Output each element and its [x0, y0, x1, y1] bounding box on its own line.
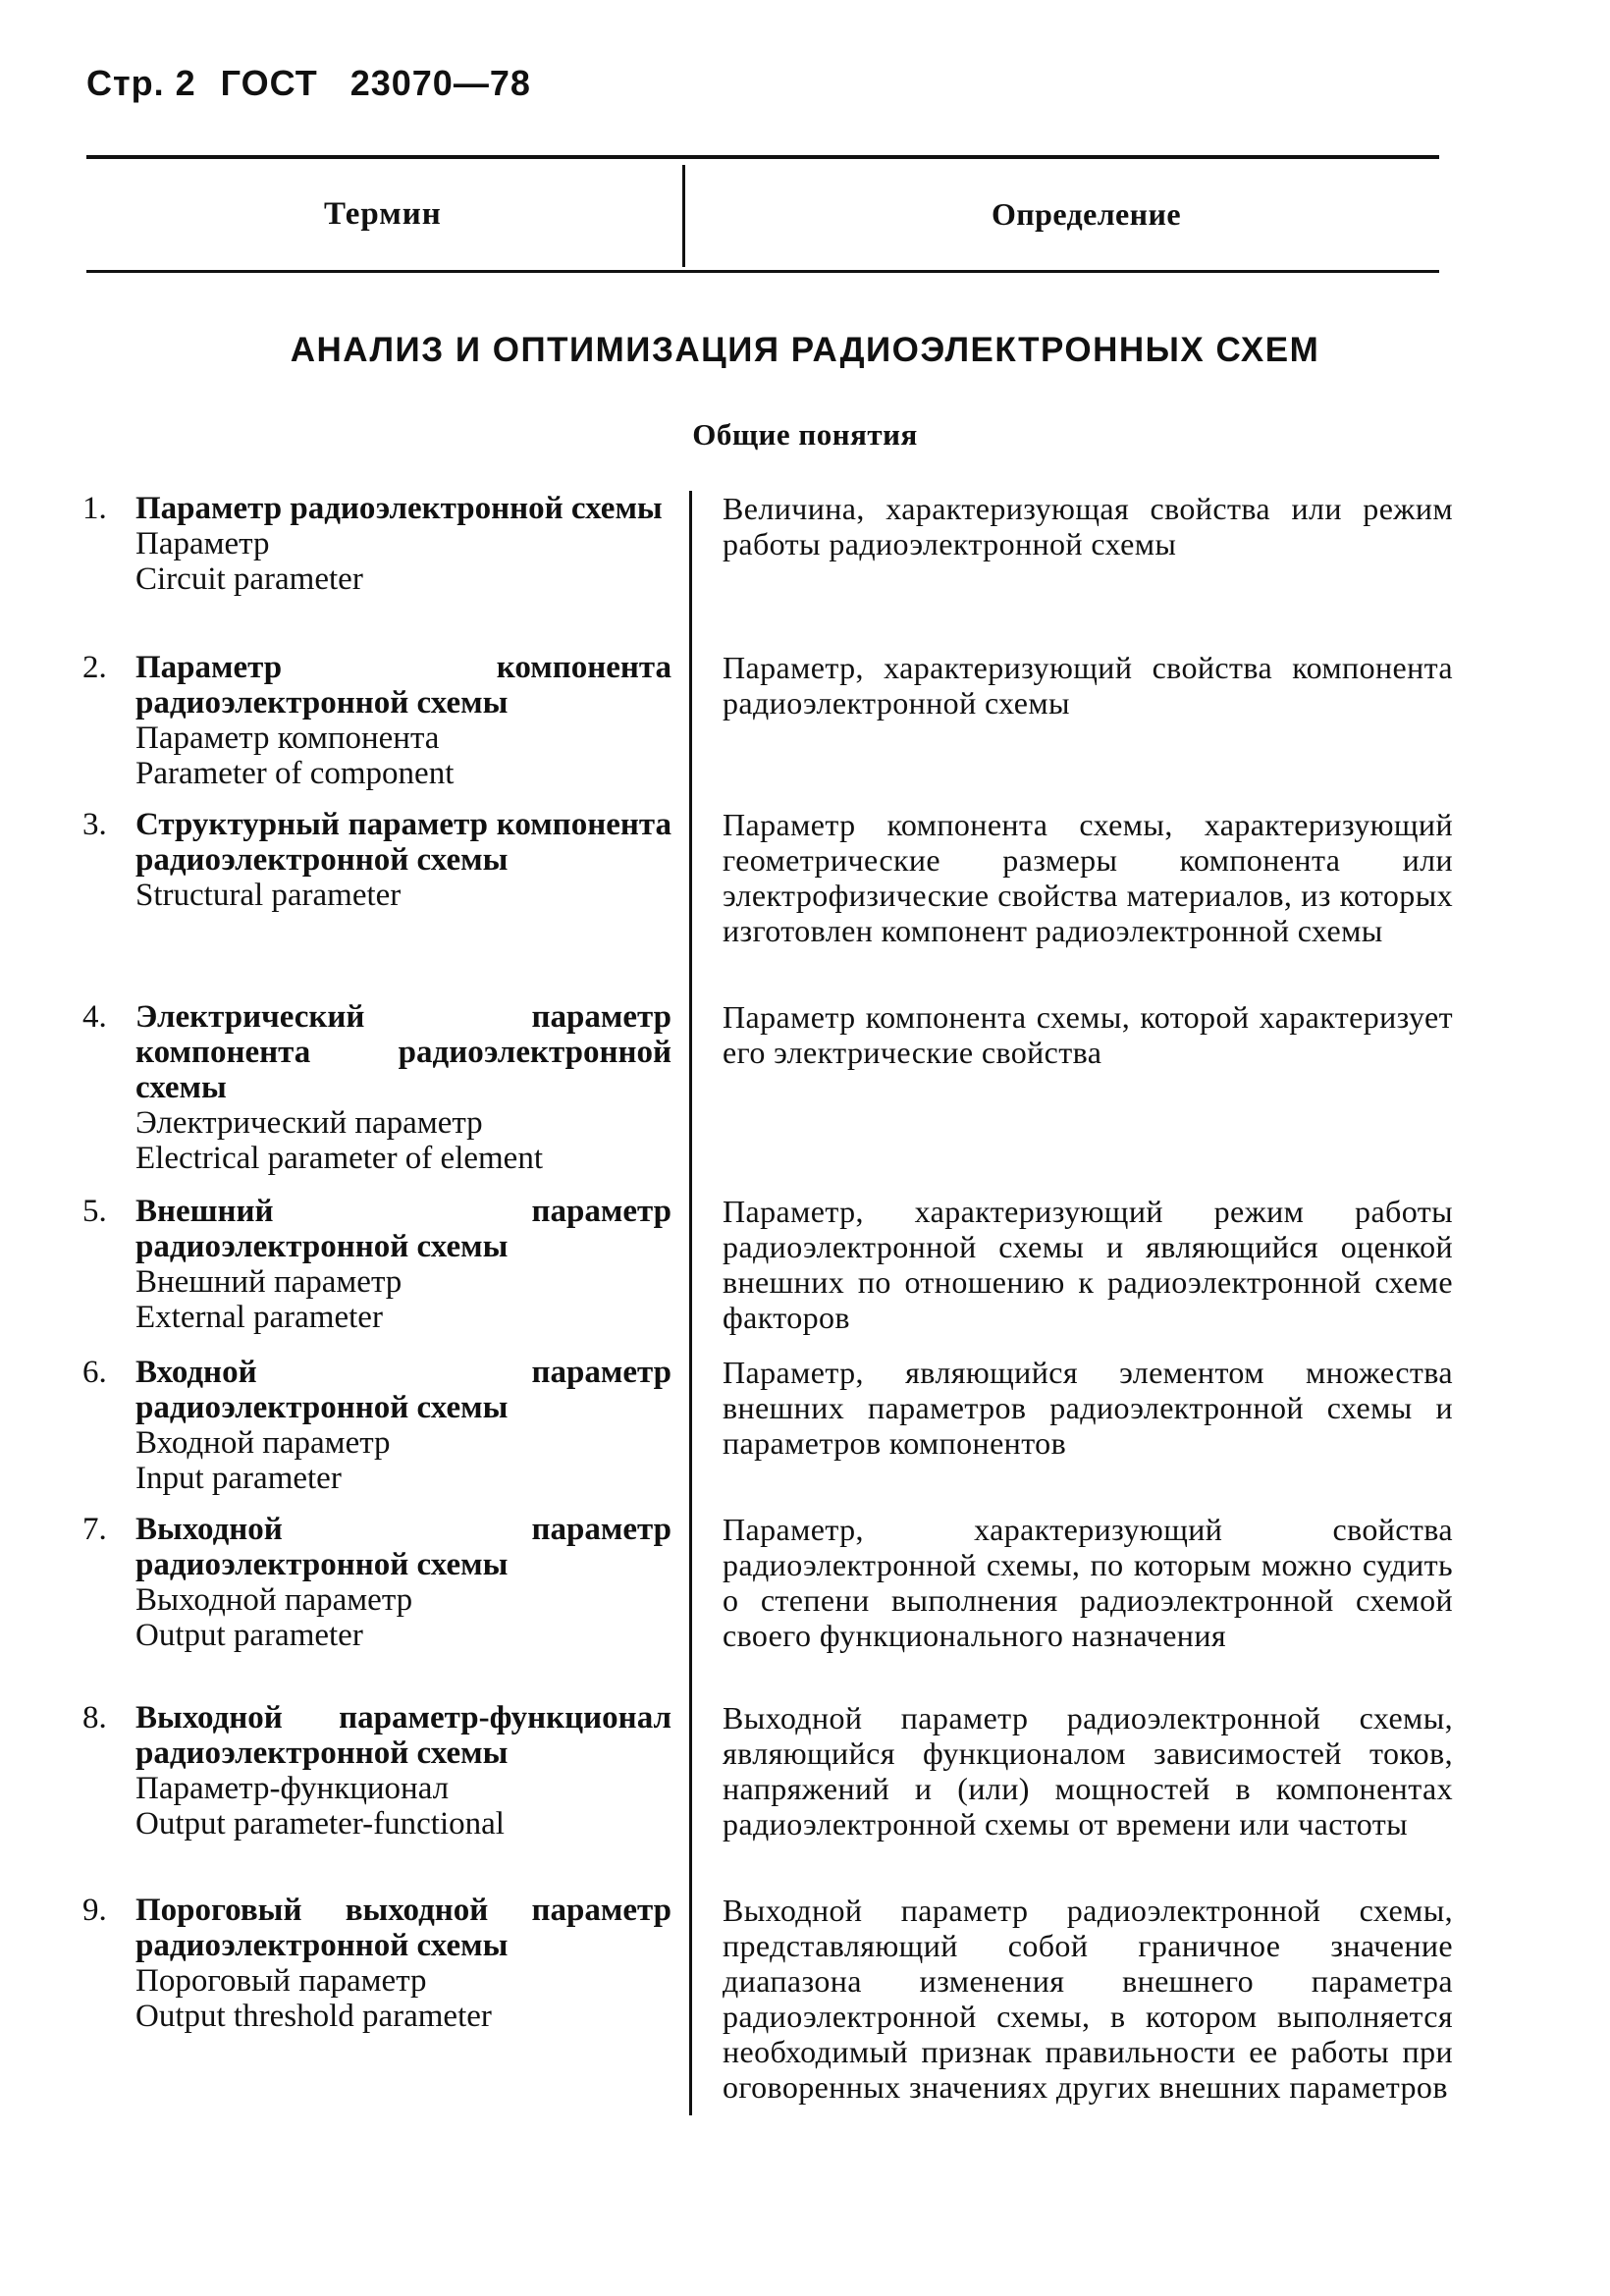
term-definition: Параметр, характеризующий свойства радиоэлектронной схемы, по которым можно судить о степени выполнения радиоэлектронной схемой своего функционального назначения — [723, 1512, 1453, 1653]
term-name: Внешний параметр радиоэлектронной схемы — [135, 1194, 671, 1264]
term-synonym: Входной параметр — [135, 1425, 391, 1461]
term-english: Output parameter-functional — [135, 1806, 505, 1842]
term-english: Parameter of component — [135, 756, 455, 791]
term-cell — [82, 1893, 671, 2034]
term-cell — [82, 491, 671, 597]
term-number: 7. — [82, 1512, 107, 1547]
term-number: 8. — [82, 1700, 107, 1735]
standard-number: 23070—78 — [349, 63, 531, 103]
term-name: Входной параметр радиоэлектронной схемы — [135, 1355, 671, 1425]
term-english: Structural parameter — [135, 878, 402, 913]
term-number: 2. — [82, 650, 107, 685]
term-number: 4. — [82, 999, 107, 1035]
page-header — [86, 63, 531, 104]
body-column-divider — [689, 491, 692, 2115]
term-cell — [82, 1512, 671, 1653]
subsection-title: Общие понятия — [692, 417, 918, 452]
term-name: Выходной параметр радиоэлектронной схемы — [135, 1512, 671, 1582]
term-english: Electrical parameter of element — [135, 1141, 543, 1176]
table-top-rule — [86, 155, 1439, 159]
term-name: Параметр компонента радиоэлектронной схемы — [135, 650, 671, 721]
term-name: Параметр радиоэлектронной схемы — [135, 491, 663, 526]
term-synonym: Параметр компонента — [135, 721, 440, 756]
term-synonym: Параметр — [135, 526, 270, 561]
definition-column-header: Определение — [992, 196, 1181, 232]
term-name: Структурный параметр компонента радиоэлектронной схемы — [135, 807, 671, 878]
term-definition: Выходной параметр радиоэлектронной схемы, представляющий собой граничное значение диапазона изменения внешнего параметра радиоэлектронной схемы, в котором выполняется необходимый признак правильности ее работы при оговоренных значениях других внешних параметров — [723, 1893, 1453, 2105]
term-number: 6. — [82, 1355, 107, 1390]
term-english: Output threshold parameter — [135, 1999, 492, 2034]
term-definition: Величина, характеризующая свойства или режим работы радиоэлектронной схемы — [723, 491, 1453, 561]
term-english: Input parameter — [135, 1461, 342, 1496]
term-synonym: Выходной параметр — [135, 1582, 413, 1618]
term-cell — [82, 1355, 671, 1496]
section-title: АНАЛИЗ И ОПТИМИЗАЦИЯ РАДИОЭЛЕКТРОННЫХ СХЕМ — [290, 331, 1320, 369]
term-number: 3. — [82, 807, 107, 842]
term-definition: Параметр, характеризующий свойства компонента радиоэлектронной схемы — [723, 650, 1453, 721]
term-english: Circuit parameter — [135, 561, 363, 597]
table-header-rule — [86, 270, 1439, 273]
term-name: Пороговый выходной параметр радиоэлектронной схемы — [135, 1893, 671, 1963]
term-cell — [82, 650, 671, 791]
term-synonym: Пороговый параметр — [135, 1963, 427, 1999]
term-definition: Параметр компонента схемы, характеризующий геометрические размеры компонента или электрофизические свойства материалов, из которых изготовлен компонент радиоэлектронной схемы — [723, 807, 1453, 948]
term-synonym: Параметр-функционал — [135, 1771, 450, 1806]
term-cell — [82, 999, 671, 1176]
page-label: Стр. 2 — [86, 63, 196, 103]
term-number: 9. — [82, 1893, 107, 1928]
term-definition: Выходной параметр радиоэлектронной схемы, являющийся функционалом зависимостей токов, напряжений и (или) мощностей в компонентах радиоэлектронной схемы от времени или частоты — [723, 1700, 1453, 1842]
standard-label: ГОСТ — [220, 63, 318, 103]
term-number: 5. — [82, 1194, 107, 1229]
term-definition: Параметр, являющийся элементом множества внешних параметров радиоэлектронной схемы и параметров компонентов — [723, 1355, 1453, 1461]
term-definition: Параметр, характеризующий режим работы радиоэлектронной схемы и являющийся оценкой внешних по отношению к радиоэлектронной схеме факторов — [723, 1194, 1453, 1335]
term-definition: Параметр компонента схемы, которой характеризует его электрические свойства — [723, 999, 1453, 1070]
term-synonym: Электрический параметр — [135, 1105, 483, 1141]
term-name: Электрический параметр компонента радиоэлектронной схемы — [135, 999, 671, 1105]
term-synonym: Внешний параметр — [135, 1264, 402, 1300]
term-english: External parameter — [135, 1300, 383, 1335]
term-name: Выходной параметр-функционал радиоэлектронной схемы — [135, 1700, 671, 1771]
term-column-header: Термин — [324, 196, 442, 232]
term-number: 1. — [82, 491, 107, 526]
term-english: Output parameter — [135, 1618, 363, 1653]
term-cell — [82, 1700, 671, 1842]
term-cell — [82, 807, 671, 913]
term-cell — [82, 1194, 671, 1335]
